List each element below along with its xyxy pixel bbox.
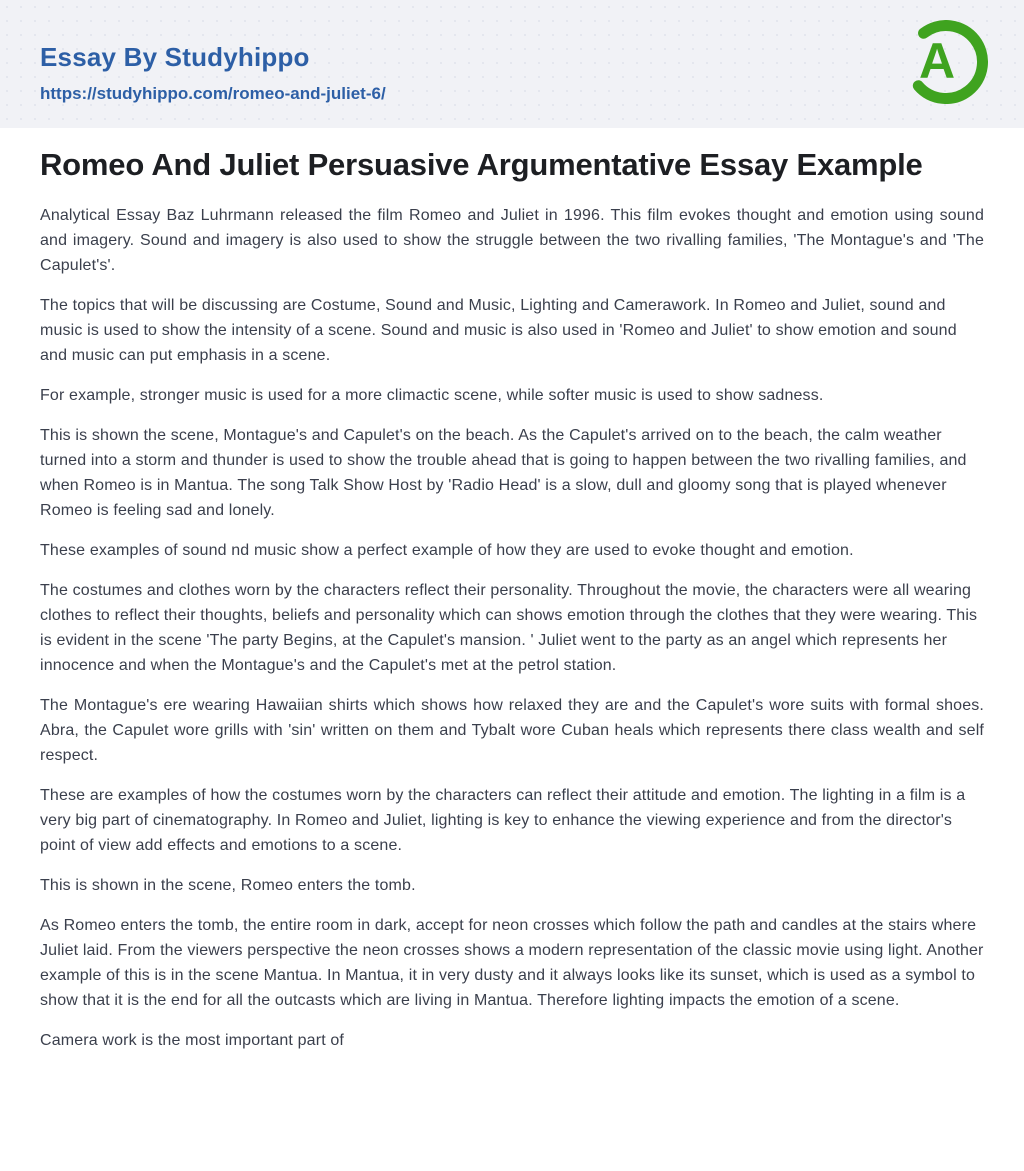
essay-paragraph: These examples of sound nd music show a perfect example of how they are used to evoke thought and emotion. — [40, 542, 854, 559]
logo-letter: A — [918, 33, 956, 89]
source-url-link[interactable]: https://studyhippo.com/romeo-and-juliet-6/ — [40, 84, 386, 103]
page-title: Romeo And Juliet Persuasive Argumentative Essay Example — [40, 147, 923, 182]
essay-paragraph: Camera work is the most important part of — [40, 1032, 345, 1049]
essay-paragraph: These are examples of how the costumes worn by the characters can reflect their attitude and emotion. The lighting in a film is a very big part of cinematography. In Romeo and Juliet, lighting is key to enhance the viewing experience and from the director's point of view add effects and emotions to a scene. — [40, 787, 966, 854]
essay-paragraph: The topics that will be discussing are Costume, Sound and Music, Lighting and Camerawork. In Romeo and Juliet, sound and music is used to show the intensity of a scene. Sound and music is also used in 'Romeo and Juliet' to show emotion and sound and music can put emphasis in a scene. — [40, 297, 957, 364]
essay-paragraph: This is shown the scene, Montague's and Capulet's on the beach. As the Capulet's arrived on to the beach, the calm weather turned into a storm and thunder is used to show the trouble ahead that is going to happen between the two rivalling families, and when Romeo is in Mantua. The song Talk Show Host by 'Radio Head' is a slow, dull and gloomy song that is played whenever Romeo is feeling sad and lonely. — [40, 427, 967, 519]
header-banner — [0, 0, 1024, 128]
essay-paragraph: As Romeo enters the tomb, the entire room in dark, accept for neon crosses which follow the path and candles at the stairs where Juliet laid. From the viewers perspective the neon crosses shows a modern representation of the classic movie using light. Another example of this is in the scene Mantua. In Mantua, it in very dusty and it always looks like its sunset, which is used as a symbol to show that it is the end for all the outcasts which are living in Mantua. Therefore lighting impacts the emotion of a scene. — [40, 917, 984, 1009]
byline: Essay By Studyhippo — [40, 42, 310, 72]
article-body — [0, 128, 1024, 1053]
essay-paragraph: This is shown in the scene, Romeo enters the tomb. — [40, 877, 416, 894]
essay-paragraph: For example, stronger music is used for a more climactic scene, while softer music is used to show sadness. — [40, 387, 824, 404]
studyhippo-logo — [904, 20, 988, 104]
essay-paragraph: Analytical Essay Baz Luhrmann released the film Romeo and Juliet in 1996. This film evokes thought and emotion using sound and imagery. Sound and imagery is also used to show the struggle between the two rivalling families, 'The Montague's and 'The Capulet's'. — [40, 207, 984, 274]
essay-paragraph: The costumes and clothes worn by the characters reflect their personality. Throughout the movie, the characters were all wearing clothes to reflect their thoughts, beliefs and personality which can shows emotion through the clothes that they were wearing. This is evident in the scene 'The party Begins, at the Capulet's mansion. ' Juliet went to the party as an angel which represents her innocence and when the Montague's and the Capulet's met at the petrol station. — [40, 582, 978, 674]
essay-paragraph: The Montague's ere wearing Hawaiian shirts which shows how relaxed they are and the Capulet's wore suits with formal shoes. Abra, the Capulet wore grills with 'sin' written on them and Tybalt wore Cuban heals which represents there class wealth and self respect. — [40, 697, 984, 764]
